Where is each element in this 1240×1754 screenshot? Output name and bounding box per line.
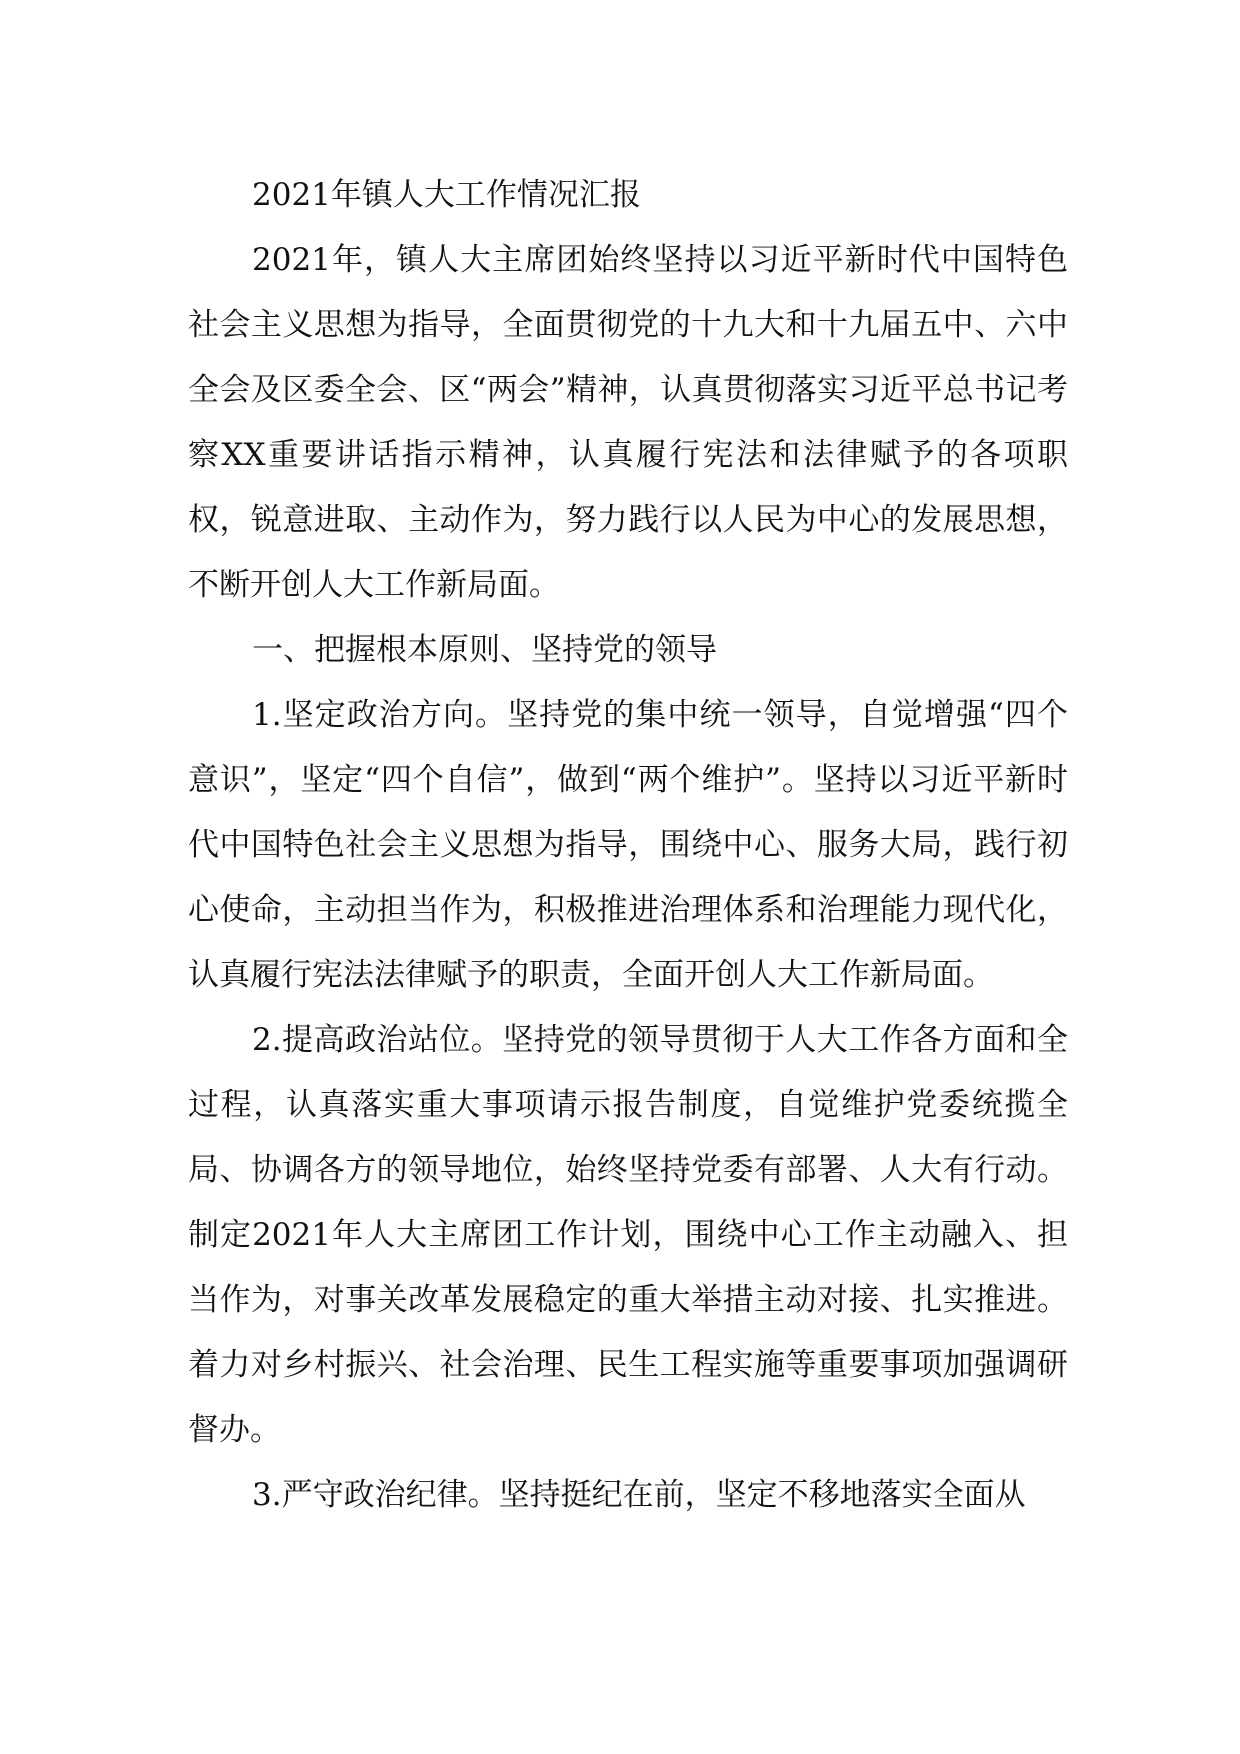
intro-paragraph: 2021年，镇人大主席团始终坚持以习近平新时代中国特色社会主义思想为指导，全面贯彻党的十九大和十九届五中、六中全会及区委全会、区“两会”精神，认真贯彻落实习近平总书记考察XX重要讲话指示精神，认真履行宪法和法律赋予的各项职权，锐意进取、主动作为，努力践行以人民为中心的发展思想，不断开创人大工作新局面。 [188,242,1068,603]
paragraph-item-2: 2.提高政治站位。坚持党的领导贯彻于人大工作各方面和全过程，认真落实重大事项请示报告制度，自觉维护党委统揽全局、协调各方的领导地位，始终坚持党委有部署、人大有行动。制定2021年人大主席团工作计划，围绕中心工作主动融入、担当作为，对事关改革发展稳定的重大举措主动对接、扎实推进。着力对乡村振兴、社会治理、民生工程实施等重要事项加强调研督办。 [188,1022,1068,1448]
document-title: 2021年镇人大工作情况汇报 [252,177,641,213]
paragraph-item-3: 3.严守政治纪律。坚持挺纪在前，坚定不移地落实全面从 [252,1477,1026,1513]
section-heading-1: 一、把握根本原则、坚持党的领导 [252,632,717,668]
paragraph-item-1: 1.坚定政治方向。坚持党的集中统一领导，自觉增强“四个意识”，坚定“四个自信”，做到“两个维护”。坚持以习近平新时代中国特色社会主义思想为指导，围绕中心、服务大局，践行初心使命，主动担当作为，积极推进治理体系和治理能力现代化，认真履行宪法法律赋予的职责，全面开创人大工作新局面。 [188,697,1068,993]
document-body [188,163,1068,1528]
